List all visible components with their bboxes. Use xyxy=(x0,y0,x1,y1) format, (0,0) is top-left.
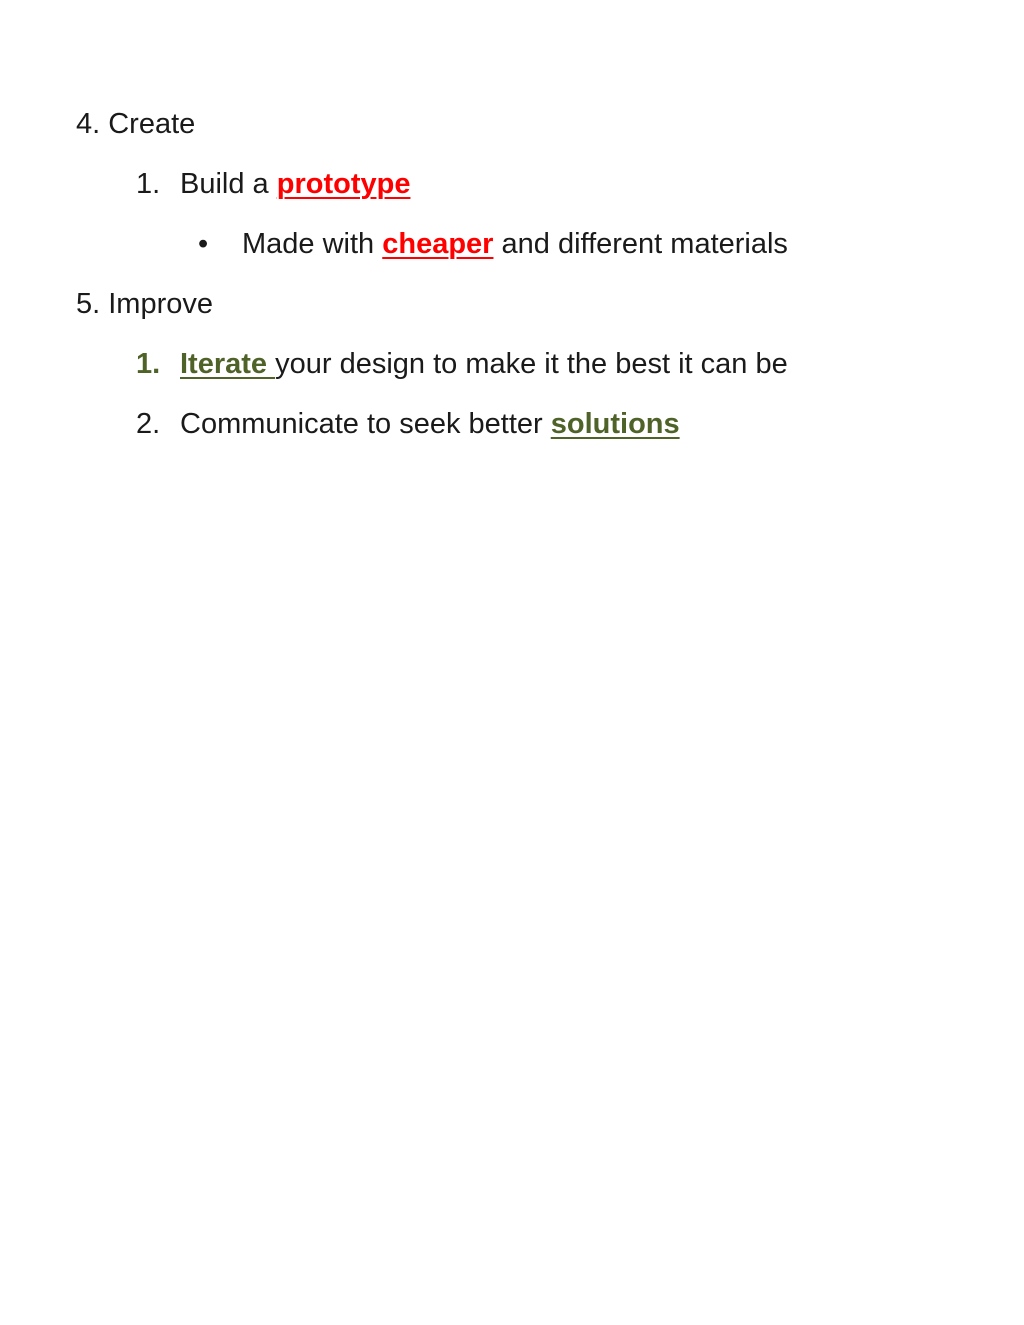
keyword-iterate: Iterate xyxy=(180,348,276,380)
heading-text: 4. Create xyxy=(76,108,196,140)
list-number: 2. xyxy=(136,408,161,440)
list-number: 1. xyxy=(136,168,161,200)
heading-text: 5. Improve xyxy=(76,288,213,320)
item-text-after: and different materials xyxy=(493,228,788,260)
item-text: Made with xyxy=(242,228,383,260)
item-text: Communicate to seek better xyxy=(180,408,551,440)
section-heading-improve xyxy=(76,286,213,322)
list-item-communicate xyxy=(136,406,680,442)
keyword-prototype: prototype xyxy=(276,168,411,200)
list-item-iterate xyxy=(136,346,788,382)
section-heading-create xyxy=(76,106,195,142)
list-item-build-prototype xyxy=(136,166,410,202)
bullet-icon: • xyxy=(198,228,209,260)
item-text-after: your design to make it the best it can be xyxy=(275,348,788,380)
item-text: Build a xyxy=(180,168,277,200)
list-number: 1. xyxy=(136,348,161,380)
keyword-cheaper: cheaper xyxy=(382,228,494,260)
keyword-solutions: solutions xyxy=(550,408,680,440)
sub-list-item-materials xyxy=(196,226,788,262)
